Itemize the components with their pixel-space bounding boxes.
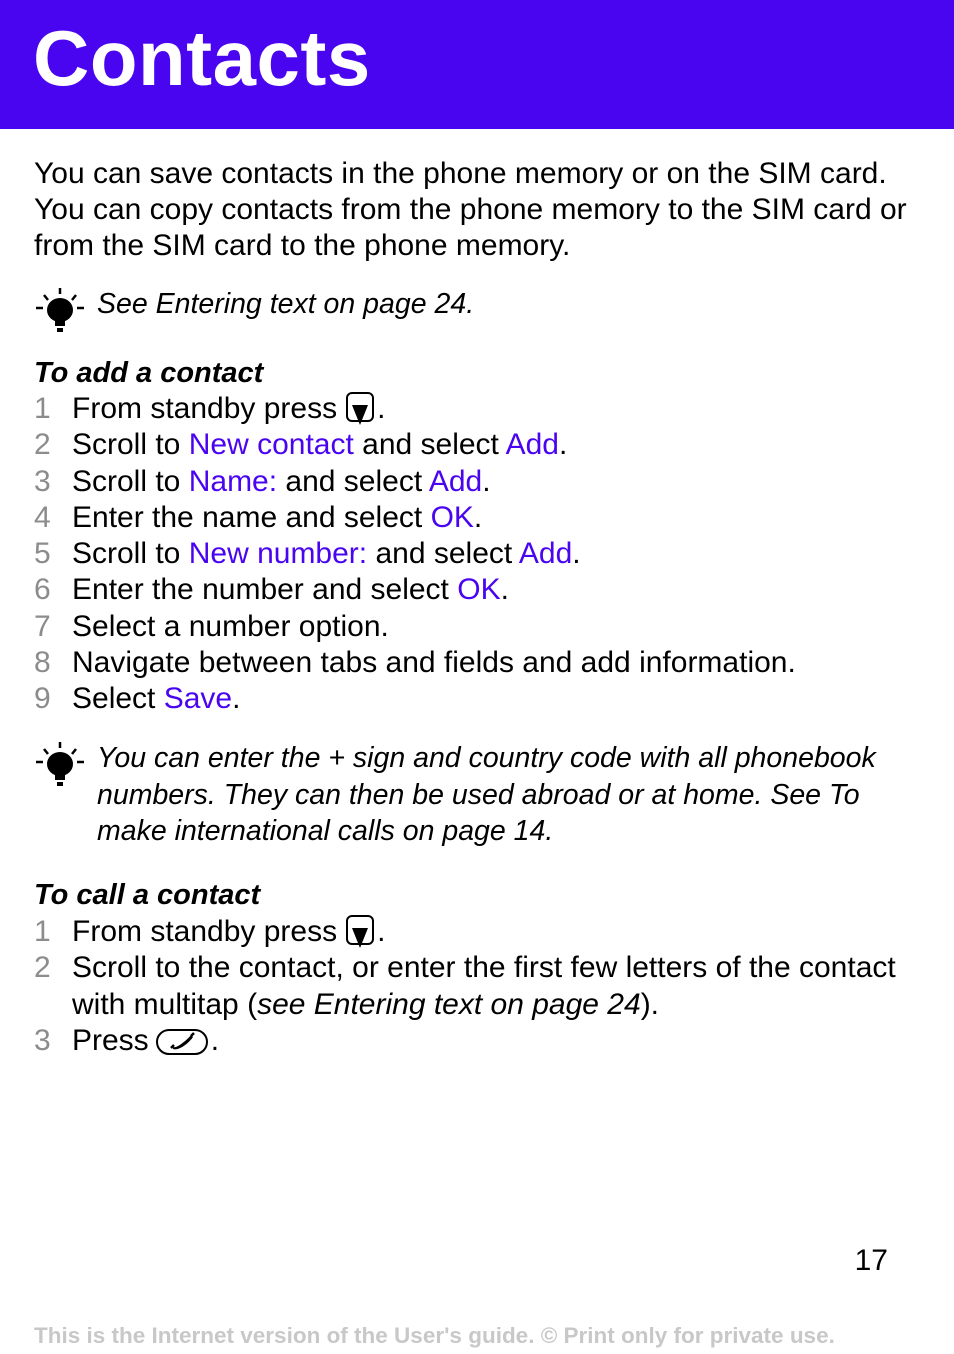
list-item: 7 Select a number option. xyxy=(34,609,389,643)
intro-paragraph: You can save contacts in the phone memory or on the SIM card. You can copy contacts from the phone memory to the SIM card or from the SIM card to the phone memory. xyxy=(34,157,907,262)
list-item: 1 From standby press . xyxy=(34,915,386,948)
tip-entering-text xyxy=(34,286,914,323)
tip-international-numbers xyxy=(34,740,914,850)
lightbulb-icon xyxy=(34,742,86,790)
page-number: 17 xyxy=(854,1244,888,1277)
list-item: 9 Select Save. xyxy=(34,682,241,716)
menu-option: Add xyxy=(505,428,559,462)
page-header xyxy=(0,0,954,129)
menu-option: OK xyxy=(430,500,474,534)
lightbulb-icon xyxy=(34,288,86,336)
list-item: 4 Enter the name and select OK. xyxy=(34,500,483,534)
menu-option: Save xyxy=(163,682,233,716)
list-item: 5 Scroll to New number: and select Add. xyxy=(34,537,581,571)
list-item: 6 Enter the number and select OK. xyxy=(34,573,509,607)
list-item: 3 Press . xyxy=(34,1023,220,1057)
call-key-icon xyxy=(155,1028,211,1056)
tip-text: See Entering text on page 24. xyxy=(97,288,475,320)
menu-option: Add xyxy=(428,464,483,498)
list-item: 1 From standby press . xyxy=(34,392,386,425)
page-title: Contacts xyxy=(33,14,371,102)
menu-option: New contact xyxy=(188,428,354,462)
section-heading-add-contact: To add a contact xyxy=(34,357,264,389)
list-item: 2 Scroll to the contact, or enter the first few letters of the contact with multitap (see Entering text on page 24). xyxy=(34,951,896,1021)
call-contact-steps xyxy=(34,914,914,1059)
section-heading-call-contact: To call a contact xyxy=(34,879,261,911)
list-item: 3 Scroll to Name: and select Add. xyxy=(34,464,491,498)
list-item: 2 Scroll to New contact and select Add. xyxy=(34,428,568,462)
menu-option: Add xyxy=(518,537,573,571)
menu-option: New number: xyxy=(188,537,368,571)
navigation-down-key-icon xyxy=(345,391,377,427)
menu-option: OK xyxy=(457,573,501,607)
tip-text: You can enter the + sign and country code with all phonebook numbers. They can then be used abroad or at home. See To make international calls on page 14. xyxy=(97,742,876,847)
list-item: 8 Navigate between tabs and fields and add information. xyxy=(34,646,796,680)
navigation-down-key-icon xyxy=(345,914,377,950)
add-contact-steps xyxy=(34,391,914,718)
footer-notice: This is the Internet version of the User's guide. © Print only for private use. xyxy=(34,1323,835,1348)
menu-option: Name: xyxy=(188,464,278,498)
